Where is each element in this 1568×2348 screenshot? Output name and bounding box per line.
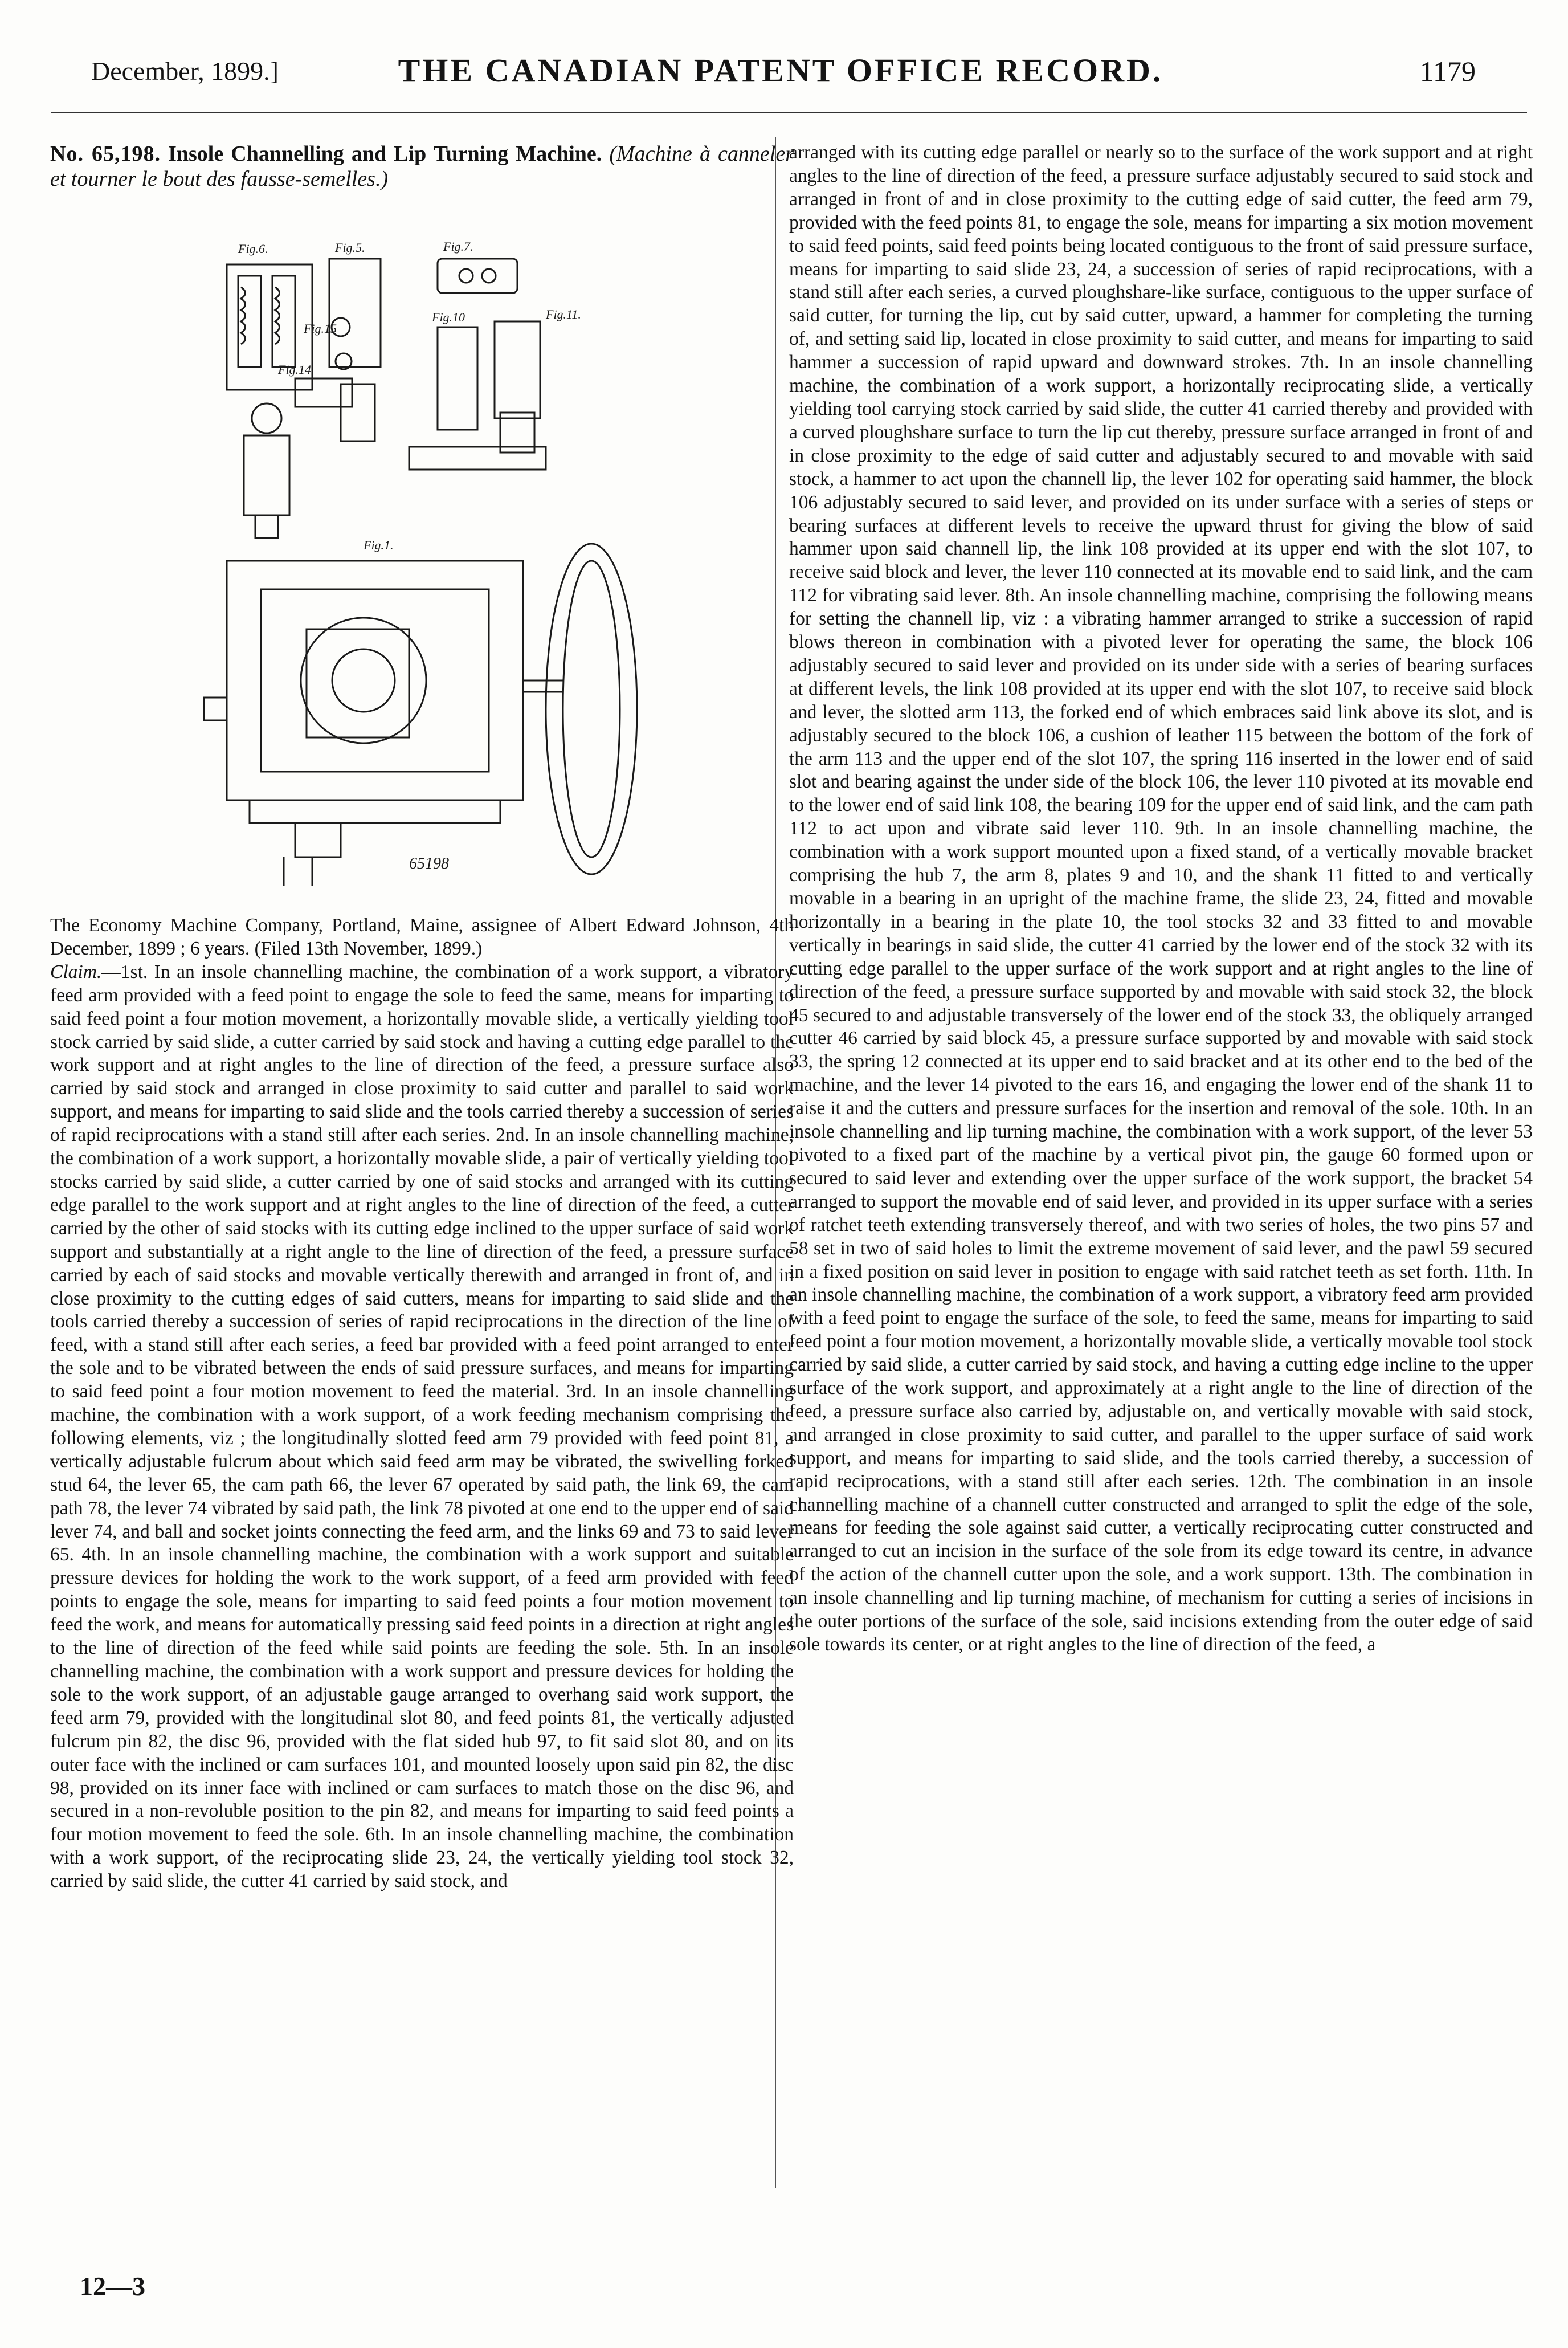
fig11-label: Fig.11. (546, 307, 581, 321)
patent-drawing (193, 196, 660, 903)
signature-mark: 12—3 (80, 2272, 145, 2301)
drawing-number: 65198 (409, 855, 449, 873)
fig10-label: Fig.10 (432, 310, 466, 324)
fig6-label: Fig.6. (238, 242, 268, 256)
header-rule (51, 112, 1527, 113)
journal-title: THE CANADIAN PATENT OFFICE RECORD. (398, 52, 1163, 89)
patent-title: Insole Channelling and Lip Turning Machine. (168, 142, 602, 166)
patent-heading (50, 141, 794, 191)
claims-left-text: —1st. In an insole channelling machine, the combination of a work support, a vibratory feed arm provided with a feed point to engage the sole to feed the same, means for imparting to said feed point a four motion movement, a horizontally movable slide, a vertically yielding tool stock carried by said slide, a cutter carried by said stock and having a cutting edge parallel to the work support and at right angles to the line of direction of the feed, a pressure surface also carried by said stock and arranged in close proximity to said cutter and parallel to said work support, and means for imparting to said slide and the tools carried thereby a succession of series of rapid reciprocations with a stand still after each series. 2nd. In an insole channelling machine, the combination of a work support, a horizontally movable slide, a pair of vertically yielding tool stocks carried by said slide, a cutter carried by one of said stocks and arranged with its cutting edge parallel to the work support and at right angles to the line of direction of the feed, a cutter carried by the other of said stocks with its cutting edge inclined to the upper surface of said work support and substantially at a right angle to the line of direction of the feed, a pressure surface carried by each of said stocks and movable vertically therewith and arranged in front of, and in close proximity to the cutting edges of said cutters, means for imparting to said slide and the tools carried thereby a succession of series of rapid reciprocations in the direction of the line of feed, with a stand still after each series, a feed bar provided with a feed point arranged to enter the sole and to be vibrated between the ends of said pressure surfaces, and means for imparting to said feed point a four motion movement to feed the material. 3rd. In an insole channelling machine, the combination with a work support, of a work feeding mechanism comprising the following elements, viz ; the longitudinally slotted feed arm 79 provided with feed point 81, a vertically adjustable fulcrum about which said feed arm may be vibrated, the swivelling forked stud 64, the lever 65, the cam path 66, the lever 67 operated by said path, the link 69, the cam path 78, the lever 74 vibrated by said path, the link 78 pivoted at one end to the upper end of said lever 74, and ball and socket joints connecting the feed arm, and the links 69 and 73 to said lever 65. 4th. In an insole channelling machine, the combination with a work support and suitable pressure devices for holding the work to the work support, of a feed arm provided with feed points to engage the sole, means for imparting to said feed points a four motion movement to feed the work, and means for automatically pressing said feed points in a direction at right angles to the line of direction of the feed while said points are feeding the sole. 5th. In an insole channelling machine, the combination with a work support and pressure devices for holding the sole to the work support, of an adjustable gauge arranged to overhang said work support, the feed arm 79, provided with the longitudinal slot 80, and feed points 81, the vertically adjusted fulcrum pin 82, the disc 96, provided with the flat sided hub 97, to fit said slot 80, and on its outer face with the inclined or cam surfaces 101, and mounted loosely upon said pin 82, the disc 98, provided on its inner face with inclined or cam surfaces to match those on the disc 96, and secured in a non-revoluble position to the pin 82, and means for imparting to said feed points a four motion movement to feed the sole. 6th. In an insole channelling machine, the combination with a work support, of the reciprocating slide 23, 24, the vertically yielding tool stock 32, carried by said slide, the cutter 41 carried by said stock, and (50, 961, 794, 1892)
fig7-label: Fig.7. (443, 239, 473, 254)
fig15-label: Fig.15 (304, 321, 337, 336)
fig1-label: Fig.1. (364, 538, 394, 552)
claims-left (50, 961, 794, 1893)
claims-right-text: arranged with its cutting edge parallel or nearly so to the surface of the work support and at right angles to the line of direction of the feed, a pressure surface adjustably secured to said stock and arranged in front of and in close proximity to the cutting edge of said cutter, the feed arm 79, provided with the feed points 81, to engage the sole, means for imparting a six motion movement to said feed points, said feed points being located contiguous to the front of said pressure surface, means for imparting to said slide 23, 24, a succession of series of rapid reciprocations, with a stand still after each series, a curved ploughshare-like surface, contiguous to the upper surface of said cutter, for turning the lip, cut by said cutter, upward, a hammer for completing the turning of, and setting said lip, located in close proximity to said cutter, and means for imparting to said hammer a succession of rapid upward and downward strokes. 7th. In an insole channelling machine, the combination of a work support, a horizontally reciprocating slide, a vertically yielding tool carrying stock carried by said slide, the cutter 41 carried thereby and provided with a curved ploughshare surface to turn the lip cut thereby, pressure surface arranged in front of and in close proximity to the edge of said cutter and adjustably secured to and movable with said stock, a hammer to act upon the channell lip, the lever 102 for operating said hammer, the block 106 adjustably secured to said lever, and provided on its under surface with a series of steps or bearing surfaces at different levels to receive the upward thrust for giving the blow of said hammer upon said channell lip, the link 108 provided at its upper end with the slot 107, to receive said block and lever, the lever 110 connected at its movable end to said link, and the cam 112 for vibrating said lever. 8th. An insole channelling machine, comprising the following means for setting the channell lip, viz : a vibrating hammer arranged to strike a succession of rapid blows thereon in combination with a pivoted lever for operating the same, the block 106 adjustably secured to said lever and provided on its under side with a series of bearing surfaces at different levels, the link 108 provided at its upper end with the slot 107, to receive said block and lever, the slotted arm 113, the forked end of which embraces said link above its slot, and is adjustably secured to the block 106, a cushion of leather 115 between the bottom of the fork of the arm 113 and the upper end of the slot 107, the spring 116 inserted in the lower end of said slot and bearing against the under side of the block 106, the lever 110 pivoted at its movable end to the lower end of said link 108, the bearing 109 for the upper end of said link, and the cam path 112 to act upon and vibrate said lever 110. 9th. In an insole channelling machine, the combination with a work support mounted upon a fixed stand, of a vertically movable bracket comprising the hub 7, the arm 8, plates 9 and 10, and the shank 11 fitted to and vertically movable in a bearing in an upright of the machine frame, the slide 23, 24, fitted and movable horizontally in a bearing in the plate 10, the tool stocks 32 and 33 fitted to and movable vertically in bearings in said slide, the cutter 41 carried by the lower end of the stock 32 with its cutting edge parallel to the upper surface of the work support and at right angles to the line of direction of the feed, a pressure surface supported by and movable with said stock 32, the block 45 secured to and adjustable transversely of the lower end of the stock 33, the obliquely arranged cutter 46 carried by said block 45, a pressure surface supported by and movable with said stock 33, the spring 12 connected at its upper end to said bracket and at its other end to the bed of the machine, and the lever 14 pivoted to the ears 16, and engaging the lower end of the shank 11 to raise it and the cutters and pressure surfaces for the insertion and removal of the sole. 10th. In an insole channelling and lip turning machine, the combination with a work support, of the lever 53 pivoted to a fixed part of the machine by a vertical pivot pin, the gauge 60 formed upon or secured to said lever and extending over the upper surface of the work support, the bracket 54 arranged to support the movable end of said lever, and provided in its upper surface with a series of ratchet teeth extending transversely thereof, and with two series of holes, the two pins 57 and 58 set in two of said holes to limit the extreme movement of said lever, and the pawl 59 secured in a fixed position on said lever in position to engage with said ratchet teeth as set forth. 11th. In an insole channelling machine, the combination of a work support, a vibratory feed arm provided with a feed point to engage the surface of the sole, to feed the same, means for imparting to said feed point a four motion movement, a horizontally movable slide, a vertically movable tool stock carried by said slide, a cutter carried by said stock, and having a cutting edge incline to the upper surface of the work support, and approximately at a right angle to the line of direction of the feed, a pressure surface also carried by, adjustable on, and vertically movable with said stock, and arranged in close proximity to said cutter, and parallel to the upper surface of said work support, and means for imparting to said slide, and the tools carried thereby, a succession of rapid reciprocations, with a stand still after each series. 12th. The combination in an insole channelling machine of a channell cutter constructed and arranged to split the edge of the sole, means for feeding the sole against said cutter, a vertically reciprocating cutter constructed and arranged to cut an incision in the surface of the sole from its edge toward its centre, in advance of the action of the channell cutter upon the sole, and a work support. 13th. The combination in an insole channelling and lip turning machine, of mechanism for cutting a series of incisions in the outer portions of the surface of the sole, said incisions extending from the outer edge of said sole towards its center, or at right angles to the line of direction of the feed, a (789, 142, 1533, 1655)
left-column (50, 141, 794, 1893)
right-column (789, 141, 1533, 1657)
fig5-label: Fig.5. (335, 240, 365, 255)
assignee-text: The Economy Machine Company, Portland, Maine, assignee of Albert Edward Johnson, 4th December, 1899 ; 6 years. (Filed 13th November, 1899.) (50, 915, 794, 959)
patent-number: No. 65,198. (50, 142, 161, 166)
fig14-label: Fig.14 (278, 362, 312, 377)
header-date: December, 1899.] (91, 56, 279, 85)
page-header (51, 40, 1510, 103)
patent-drawing-svg (193, 196, 660, 903)
page-number: 1179 (1419, 55, 1476, 87)
patent-french-title: (Machine à canneler et tourner le bout des fausse-semelles.) (50, 142, 794, 191)
claim-label: Claim. (50, 961, 102, 983)
